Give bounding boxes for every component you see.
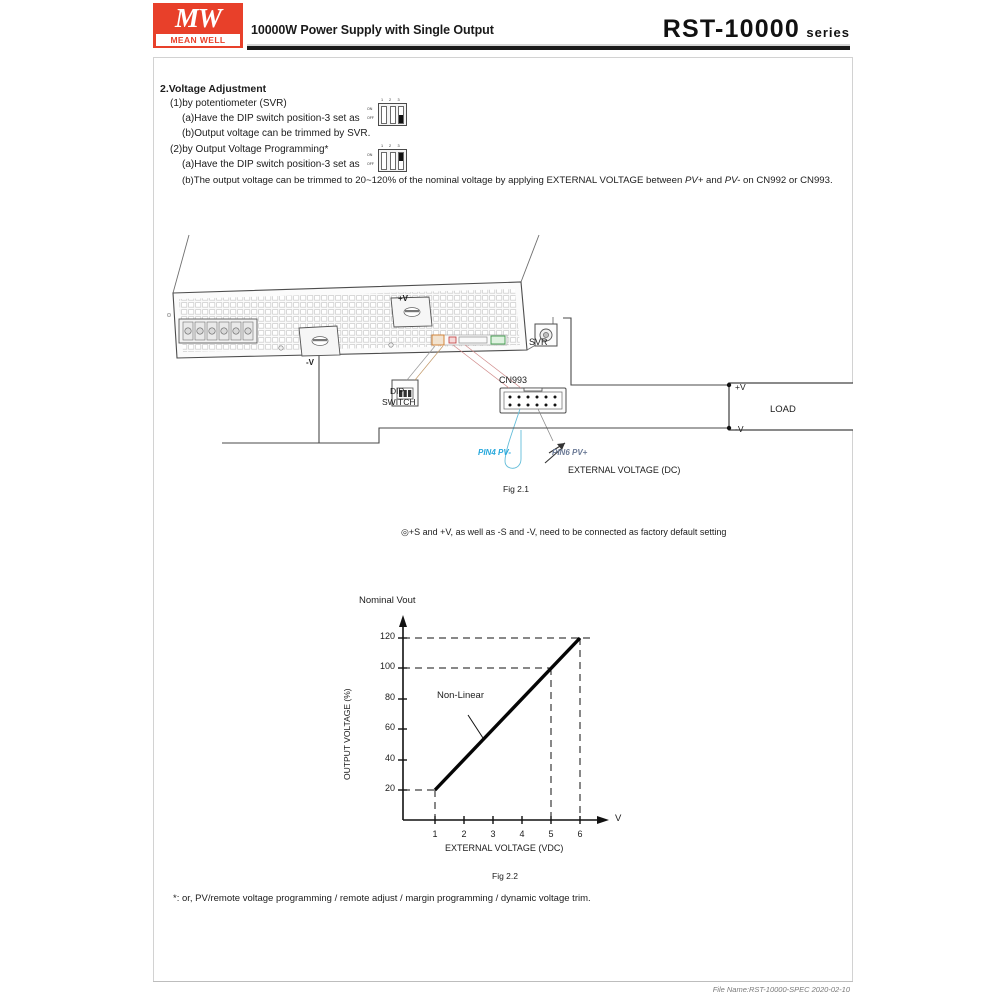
chart-y-tick-120: 120 bbox=[379, 631, 395, 641]
section-line-6-part-b: and bbox=[703, 175, 725, 186]
dip-position-label-1-1: 1 bbox=[381, 98, 384, 102]
dip-position-label-2-1: 1 bbox=[381, 144, 384, 148]
section-line-5: (a)Have the DIP switch position-3 set as bbox=[182, 159, 360, 170]
chart-x-tick-5: 5 bbox=[548, 829, 554, 839]
chart-x-tick-1: 1 bbox=[432, 829, 438, 839]
logo-mw-text: MW bbox=[174, 3, 221, 33]
header-rule-dark bbox=[247, 46, 850, 50]
dip-lever-2-1 bbox=[381, 152, 387, 170]
section-title: 2.Voltage Adjustment bbox=[160, 83, 267, 95]
psu-svr-onboard bbox=[491, 336, 505, 344]
output-voltage-chart-svg bbox=[350, 595, 650, 870]
dip-lever-2-2 bbox=[390, 152, 396, 170]
dip-lever-1-2 bbox=[390, 106, 396, 124]
chart-y-tick-80: 80 bbox=[384, 692, 395, 702]
psu-hole-1 bbox=[279, 346, 283, 350]
wire-minus-v-to-load bbox=[319, 428, 729, 443]
section-line-4: (2)by Output Voltage Programming* bbox=[170, 144, 329, 155]
svr-label: SVR bbox=[529, 337, 548, 347]
chart-x-tick-6: 6 bbox=[577, 829, 583, 839]
pin4-pv-minus-label: PIN4 PV- bbox=[478, 448, 512, 457]
dip-lever-2-3-toggle bbox=[399, 153, 403, 161]
dip-position-label-2-2: 2 bbox=[389, 144, 392, 148]
psu-dip-switch-onboard bbox=[432, 335, 444, 345]
chart-annotation-leader bbox=[468, 715, 483, 738]
psu-cn993-onboard bbox=[459, 337, 487, 343]
dip-callout-label-line2: SWITCH bbox=[382, 397, 416, 407]
section-line-6-part-a: (b)The output voltage can be trimmed to 20~120% of the nominal voltage by applying EXTERNAL VOLTAGE between bbox=[182, 175, 685, 186]
figure-2-1-caption: Fig 2.1 bbox=[503, 484, 529, 494]
chassis-perspective-right bbox=[521, 235, 539, 282]
chart-x-axis-label: EXTERNAL VOLTAGE (VDC) bbox=[445, 843, 564, 853]
dip-lever-1-3-toggle bbox=[399, 115, 403, 123]
footer-divider bbox=[153, 981, 853, 982]
dip-lever-1-1 bbox=[381, 106, 387, 124]
load-plus-v-label: +V bbox=[735, 382, 746, 392]
psu-hole-2 bbox=[389, 343, 393, 347]
wire-minus-v-branch bbox=[222, 356, 319, 443]
dip-lever-1-3 bbox=[398, 106, 404, 124]
wire-plus-v-to-load bbox=[563, 318, 729, 385]
chart-x-tick-2: 2 bbox=[461, 829, 467, 839]
figure-2-2-chart bbox=[342, 595, 650, 870]
dip-on-label-2: ON bbox=[367, 153, 373, 157]
cn993-label: CN993 bbox=[499, 375, 528, 385]
load-terminal-minus bbox=[727, 426, 731, 430]
load-minus-v-label: -V bbox=[735, 424, 744, 434]
chart-y-tick-60: 60 bbox=[384, 722, 395, 732]
pin6-pv-plus-label: PIN6 PV+ bbox=[552, 448, 588, 457]
pin6-pv-plus-wire bbox=[538, 409, 553, 441]
dip-off-label-1: OFF bbox=[367, 116, 374, 120]
dip-lever-2-3 bbox=[398, 152, 404, 170]
header-subtitle: 10000W Power Supply with Single Output bbox=[251, 23, 494, 37]
chart-y-tick-40: 40 bbox=[384, 753, 395, 763]
mean-well-logo bbox=[153, 3, 243, 48]
logo-brand-text: MEAN WELL bbox=[156, 34, 240, 46]
chart-y-tick-20: 20 bbox=[384, 783, 395, 793]
wiring-diagram-svg bbox=[153, 225, 853, 510]
chart-x-tick-3: 3 bbox=[490, 829, 496, 839]
load-terminal-plus bbox=[727, 383, 731, 387]
header-series-label: series bbox=[806, 25, 850, 40]
psu-minus-v-terminal bbox=[299, 326, 340, 356]
figure-2-1-wiring-diagram bbox=[153, 225, 853, 510]
dip-position-label-1-3: 3 bbox=[397, 98, 400, 102]
dip-on-label-1: ON bbox=[367, 107, 373, 111]
page-header bbox=[0, 0, 1000, 52]
chart-y-tick-100: 100 bbox=[379, 661, 395, 671]
cn993-polarity-notch bbox=[524, 388, 542, 391]
device-minus-v-label: -V bbox=[306, 358, 314, 367]
pv-plus-term: PV+ bbox=[684, 175, 704, 186]
pv-minus-term: PV- bbox=[724, 175, 741, 186]
dip-position-label-2-3: 3 bbox=[397, 144, 400, 148]
cn993-callout bbox=[500, 388, 566, 413]
chart-x-tick-4: 4 bbox=[519, 829, 525, 839]
header-model-title: RST-10000 bbox=[662, 15, 800, 43]
pin4-pv-minus-wire bbox=[505, 409, 521, 468]
chart-annotation-non-linear: Non-Linear bbox=[437, 690, 484, 701]
section-line-3: (b)Output voltage can be trimmed by SVR. bbox=[182, 128, 371, 139]
psu-cn992-onboard bbox=[449, 337, 456, 343]
chart-top-label: Nominal Vout bbox=[359, 595, 416, 606]
figure-2-2-caption: Fig 2.2 bbox=[492, 871, 518, 881]
section-line-6 bbox=[182, 175, 833, 186]
dip-callout-label-line1: DIP bbox=[390, 386, 405, 396]
dip-switch-icon-prog bbox=[368, 146, 408, 174]
dip-switch-icon-svr bbox=[368, 100, 408, 128]
chassis-perspective-left bbox=[173, 235, 189, 293]
chart-y-axis-label: OUTPUT VOLTAGE (%) bbox=[342, 688, 352, 780]
dip-off-label-2: OFF bbox=[367, 162, 374, 166]
psu-component-zone bbox=[431, 335, 507, 345]
section-line-1: (1)by potentiometer (SVR) bbox=[170, 98, 287, 109]
external-voltage-label: EXTERNAL VOLTAGE (DC) bbox=[568, 465, 681, 475]
footer-file-info: File Name:RST-10000-SPEC 2020-02-10 bbox=[712, 985, 850, 994]
dip-switch-body-1 bbox=[378, 103, 407, 126]
chart-data-line bbox=[435, 638, 580, 790]
load-label: LOAD bbox=[770, 404, 796, 415]
chart-x-axis-symbol: V bbox=[615, 813, 622, 824]
section-line-2: (a)Have the DIP switch position-3 set as bbox=[182, 113, 360, 124]
factory-default-note: ◎+S and +V, as well as -S and -V, need to be connected as factory default setting bbox=[401, 527, 727, 537]
footnote-asterisk: *: or, PV/remote voltage programming / remote adjust / margin programming / dynamic voltage trim. bbox=[173, 893, 591, 904]
chart-x-axis-arrow bbox=[597, 816, 609, 824]
dip-switch-body-2 bbox=[378, 149, 407, 172]
dip-position-label-1-2: 2 bbox=[389, 98, 392, 102]
device-plus-v-label: +V bbox=[398, 294, 409, 303]
chart-y-axis-arrow bbox=[399, 615, 407, 627]
psu-hole-3 bbox=[167, 313, 171, 317]
section-line-6-part-c: on CN992 or CN993. bbox=[740, 175, 833, 186]
